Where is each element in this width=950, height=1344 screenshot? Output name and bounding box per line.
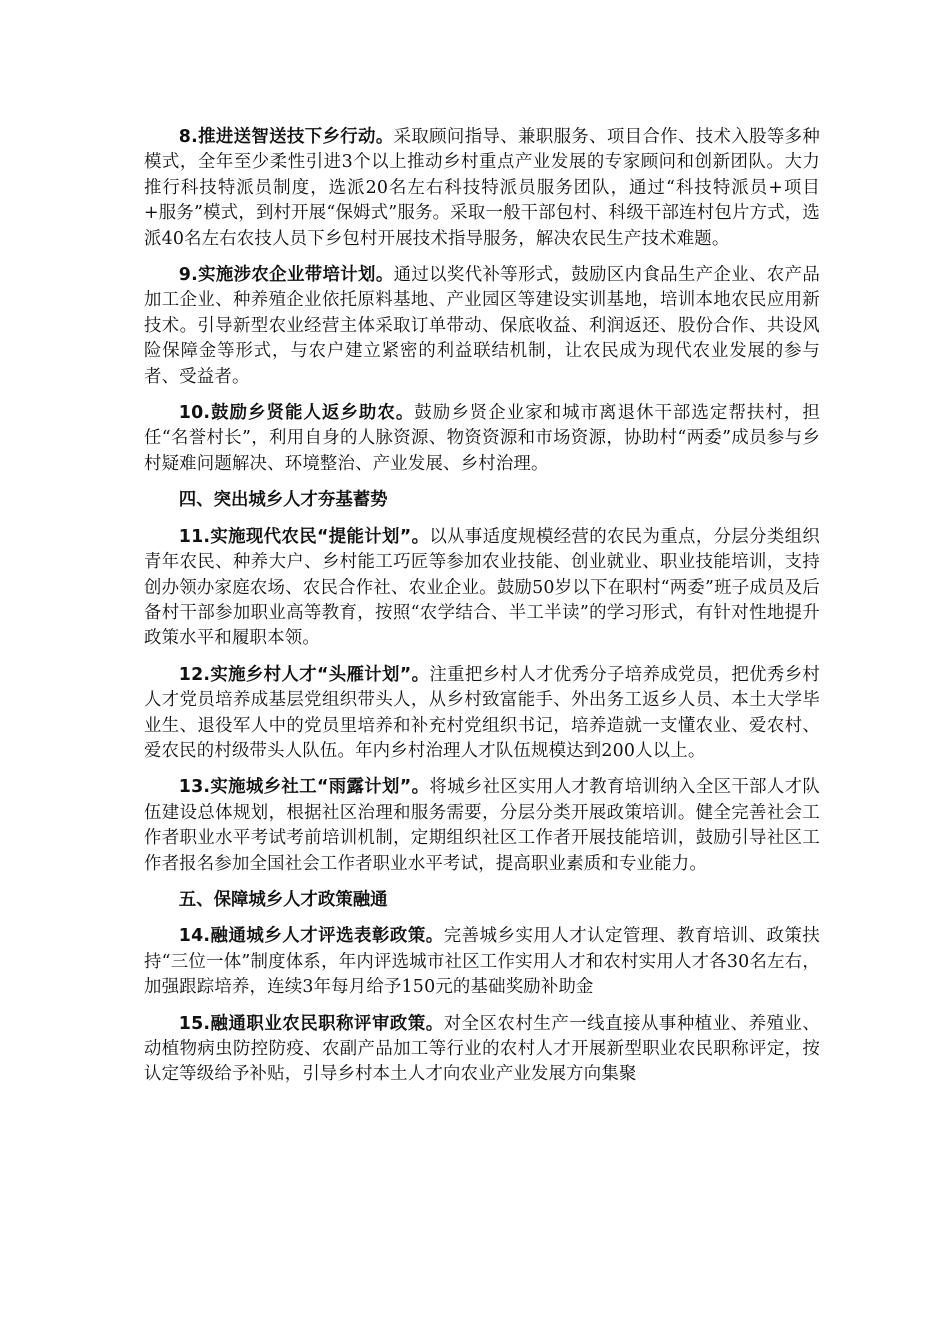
item-9-title: 9.实施涉农企业带培计划。	[178, 265, 394, 286]
paragraph-item-9	[144, 263, 820, 390]
item-13-text: 将城乡社区实用人才教育培训纳入全区干部人才队伍建设总体规划，根据社区治理和服务需要，分层分类开展政策培训。健全完善社会工作者职业水平考试考前培训机制，定期组织社区工作者开展技能培训，鼓励引导社区工作者报名参加全国社会工作者职业水平考试，提高职业素质和专业能力。	[144, 777, 820, 874]
item-12-title: 12.实施乡村人才“头雁计划”。	[178, 664, 430, 685]
item-14-text: 完善城乡实用人才认定管理、教育培训、政策扶持“三位一体”制度体系，年内评选城市社区工作实用人才和农村实用人才各30名左右，加强跟踪培养，连续3年每月给予150元的基础奖励补助金	[144, 926, 820, 998]
paragraph-item-8	[144, 125, 820, 252]
paragraph-item-14	[144, 924, 820, 1000]
item-15-title: 15.融通职业农民职称评审政策。	[178, 1013, 444, 1034]
item-8-title: 8.推进送智送技下乡行动。	[178, 127, 394, 147]
section-heading-5: 五、保障城乡人才政策融通	[178, 889, 388, 910]
item-10-text: 鼓励乡贤企业家和城市离退休干部选定帮扶村，担任“名誉村长”，利用自身的人脉资源、物资资源和市场资源，协助村“两委”成员参与乡村疑难问题解决、环境整治、产业发展、乡村治理。	[144, 403, 820, 474]
item-8-text: 采取顾问指导、兼职服务、项目合作、技术入股等多种模式，全年至少柔性引进3个以上推动乡村重点产业发展的专家顾问和创新团队。大力推行科技特派员制度，选派20名左右科技特派员服务团队，通过“科技特派员+项目+服务”模式，到村开展“保姆式”服务。采取一般干部包村、科级干部连村包片方式，选派40名左右农技人员下乡包村开展技术指导服务，解决农民生产技术难题。	[144, 127, 820, 249]
item-14-title: 14.融通城乡人才评选表彰政策。	[178, 926, 444, 947]
item-12-text: 注重把乡村人才优秀分子培养成党员，把优秀乡村人才党员培养成基层党组织带头人，从乡村致富能手、外出务工返乡人员、本土大学毕业生、退役军人中的党员里培养和补充村党组织书记，培养造就一支懂农业、爱农村、爱农民的村级带头人队伍。年内乡村治理人才队伍规模达到200人以上。	[144, 664, 820, 761]
item-10-title: 10.鼓励乡贤能人返乡助农。	[178, 403, 415, 424]
paragraph-item-10	[144, 401, 820, 477]
paragraph-item-13	[144, 775, 820, 877]
item-11-text: 以从事适度规模经营的农民为重点，分层分类组织青年农民、种养大户、乡村能工巧匠等参加农业技能、创业就业、职业技能培训，支持创办领办家庭农场、农民合作社、农业企业。鼓励50岁以下在职村“两委”班子成员及后备村干部参加职业高等教育，按照“农学结合、半工半读”的学习形式，有针对性地提升政策水平和履职本领。	[144, 526, 820, 649]
paragraph-item-15	[144, 1012, 820, 1088]
paragraph-item-12	[144, 663, 820, 765]
item-11-title: 11.实施现代农民“提能计划”。	[178, 526, 430, 547]
item-13-title: 13.实施城乡社工“雨露计划”。	[178, 777, 430, 798]
section-heading-4: 四、突出城乡人才夯基蓄势	[178, 490, 388, 511]
document-body	[144, 125, 820, 1099]
item-15-text: 对全区农村生产一线直接从事种植业、养殖业、动植物病虫防控防疫、农副产品加工等行业的农村人才开展新型职业农民职称评定，按认定等级给予补贴，引导乡村本土人才向农业产业发展方向集聚	[144, 1013, 820, 1085]
paragraph-item-11	[144, 525, 820, 652]
item-9-text: 通过以奖代补等形式，鼓励区内食品生产企业、农产品加工企业、种养殖企业依托原料基地、产业园区等建设实训基地，培训本地农民应用新技术。引导新型农业经营主体采取订单带动、保底收益、利润返还、股份合作、共设风险保障金等形式，与农户建立紧密的利益联结机制，让农民成为现代农业发展的参与者、受益者。	[144, 265, 820, 387]
